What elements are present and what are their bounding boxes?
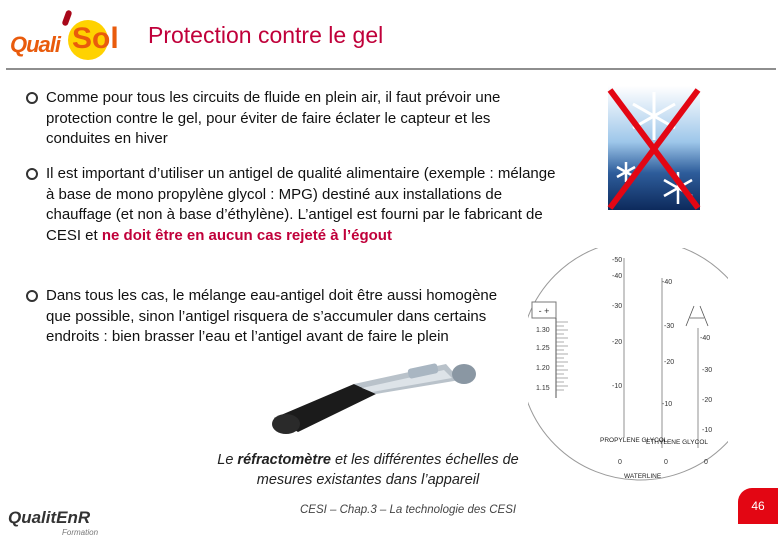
slide-title: Protection contre le gel xyxy=(148,22,384,48)
propylene-tick-label: -40 xyxy=(612,273,623,280)
bullet-circle-icon xyxy=(26,92,38,104)
logo-bottom-subtext: Formation xyxy=(62,528,99,537)
ethylene-tick-label: -20 xyxy=(664,359,675,366)
propylene-tick-label: -50 xyxy=(612,257,623,264)
propylene-tick-label: -10 xyxy=(612,383,623,390)
frost-forbidden-icon xyxy=(600,82,708,214)
ethylene-tick-label: -40 xyxy=(662,279,673,286)
water-tick-label: 0 xyxy=(704,459,708,466)
sg-tick-label: 1.20 xyxy=(536,365,550,372)
bullet-text-3: Dans tous les cas, le mélange eau-antigel doit être aussi homogène que possible, sinon l’antigel risquera de s’accumuler dans certains endroits : bien brasser l’eau et l’antigel avant de faire le plein xyxy=(46,287,498,345)
waterline-label: WATERLINE xyxy=(624,473,662,480)
propylene-glycol-label: PROPYLENE GLYCOL xyxy=(600,437,668,444)
refractometer-caption xyxy=(190,450,546,490)
bullet-circle-icon xyxy=(26,168,38,180)
logo-bottom-text: QualitEnR xyxy=(8,508,91,527)
slide-footer: CESI – Chap.3 – La technologie des CESI xyxy=(300,504,517,516)
water-tick-label: -10 xyxy=(702,427,713,434)
sg-tick-label: 1.15 xyxy=(536,385,550,392)
page-number-badge: 46 xyxy=(738,488,778,524)
ethylene-tick-label: 0 xyxy=(664,459,668,466)
sg-tick-label: 1.25 xyxy=(536,345,550,352)
qualitenr-logo xyxy=(6,494,116,538)
refractometer-image xyxy=(268,360,480,440)
ethylene-tick-label: -10 xyxy=(662,401,673,408)
caption-keyword: réfractomètre xyxy=(237,452,331,468)
bullet-text-2-plain: Il est important d’utiliser un antigel de qualité alimentaire (exemple : mélange à base de mono propylène glycol : MPG) destiné aux installations de chauffage (et non à base d’éthylène). L’antigel est fourni par le fabricant de CESI et xyxy=(46,165,556,244)
caption-prefix: Le xyxy=(217,452,238,468)
scale-minus-plus: - + xyxy=(538,306,550,316)
ethylene-glycol-label: ETHYLENE GLYCOL xyxy=(646,439,709,446)
caption-suffix: et les différentes échelles de mesures existantes dans l’appareil xyxy=(256,452,519,488)
propylene-tick-label: -30 xyxy=(612,303,623,310)
refractometer-scale-diagram xyxy=(528,248,728,498)
title-divider xyxy=(6,68,776,70)
propylene-tick-label: 0 xyxy=(618,459,622,466)
water-tick-label: -20 xyxy=(702,397,713,404)
ethylene-tick-label: -30 xyxy=(664,323,675,330)
bullet-circle-icon xyxy=(26,290,38,302)
propylene-tick-label: -20 xyxy=(612,339,623,346)
bullet-text-1: Comme pour tous les circuits de fluide en plein air, il faut prévoir une protection contre le gel, pour éviter de faire éclater le capteur et les conduites en hiver xyxy=(46,89,501,147)
logo-text-sol: Sol xyxy=(72,22,119,55)
bullet-text-2-warning: ne doit être en aucun cas rejeté à l’égout xyxy=(101,226,392,244)
water-tick-label: -30 xyxy=(702,367,713,374)
bullet-text-2 xyxy=(46,164,556,246)
water-tick-label: -40 xyxy=(700,335,711,342)
sg-tick-label: 1.30 xyxy=(536,327,550,334)
logo-accent-mark xyxy=(61,9,72,26)
qualisol-logo xyxy=(6,8,124,68)
logo-text-quali: Quali xyxy=(10,32,61,57)
